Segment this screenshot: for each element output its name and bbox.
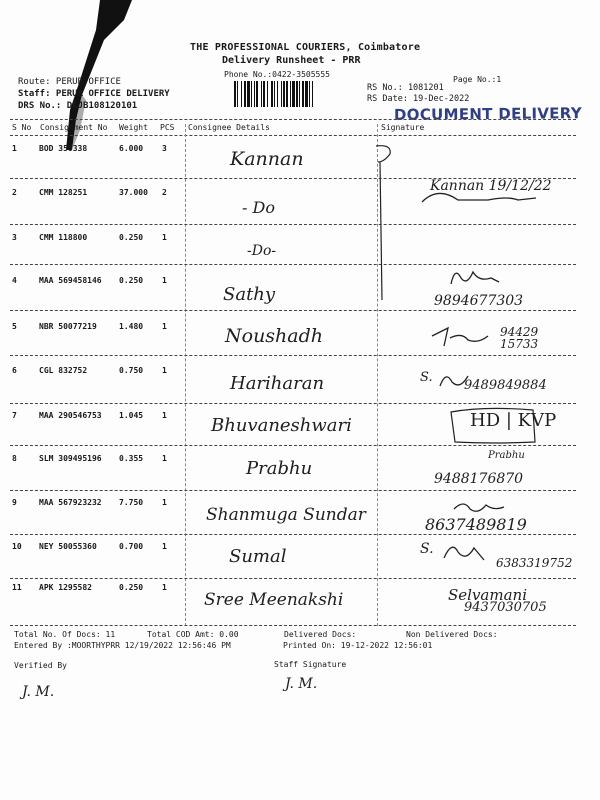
row-consignment: CMM 118800 [39,233,88,242]
row-weight: 0.750 [119,366,144,375]
non-delivered-docs: Non Delivered Docs: [406,630,498,639]
table-top-rule [10,119,576,120]
staff-label: Staff: PERUR OFFICE DELIVERY [18,89,170,99]
route-label: Route: PERUR OFFICE [18,77,121,87]
barcode-bar [247,81,250,107]
row-consignment: MAA 567923232 [39,498,102,507]
signature-text-row-7: HD | KVP [470,410,557,431]
row-sno: 9 [12,498,17,507]
barcode-bar [312,81,313,107]
col-header-consignment: Consignment No [40,123,108,132]
row-pcs: 1 [162,583,167,592]
verified-initials: J. M. [22,684,55,700]
row-pcs: 1 [162,411,167,420]
row-consignment: CMM 128251 [39,188,88,197]
row-sno: 3 [12,233,17,242]
row-weight: 7.750 [119,498,144,507]
row-consignee: Kannan [230,148,304,170]
printed-on: Printed On: 19-12-2022 12:56:01 [283,641,433,650]
barcode [233,81,359,107]
phone-row-8: 9488176870 [434,471,524,487]
row-pcs: 1 [162,322,167,331]
row-sno: 8 [12,454,17,463]
phone-row-5: 94429 15733 [500,325,539,351]
row-consignee: Bhuvaneshwari [211,415,352,436]
col-header-pcs: PCS [160,123,175,132]
row-sno: 5 [12,322,17,331]
entered-by: Entered By :MOORTHYPRR 12/19/2022 12:56:46 PM [14,641,231,650]
phone-row-9: 8637489819 [425,515,527,534]
row-consignment: SLM 309495196 [39,454,102,463]
barcode-bar [299,81,300,107]
row-pcs: 3 [162,144,167,153]
barcode-bar [271,81,273,107]
phone-row-11: 9437030705 [464,600,547,615]
barcode-bar [283,81,285,107]
barcode-bar [241,81,242,107]
row-consignment: APK 1295582 [39,583,92,592]
row-sno: 11 [12,583,22,592]
rs-date: RS Date: 19-Dec-2022 [367,94,470,104]
row-pcs: 1 [162,233,167,242]
col-header-sno: S No [12,123,32,132]
row-pcs: 1 [162,542,167,551]
barcode-bar [274,81,275,107]
barcode-bar [237,81,238,107]
signature-row-10 [440,538,500,566]
row-pcs: 1 [162,366,167,375]
page-number: Page No.:1 [453,75,502,84]
row-consignee: Shanmuga Sundar [206,505,366,525]
phone-row-10: 6383319752 [496,556,573,570]
row-weight: 37.000 [119,188,148,197]
delivered-docs: Delivered Docs: [284,630,357,639]
barcode-bar [251,81,252,107]
barcode-bar [263,81,265,107]
row-pcs: 1 [162,454,167,463]
row-consignment: NBR 50077219 [39,322,97,331]
barcode-bar [296,81,298,107]
signature-text-row-2: Kannan 19/12/22 [430,178,552,194]
phone-row-4: 9894677303 [434,293,524,309]
document-delivery-stamp: DOCUMENT DELIVERY [393,104,583,124]
row-sno: 7 [12,411,17,420]
barcode-bar [292,81,295,107]
barcode-bar [254,81,255,107]
col-header-weight: Weight [119,123,148,132]
signature-text-row-6: S. [420,370,433,385]
row-weight: 0.250 [119,233,144,242]
row-sno: 1 [12,144,17,153]
row-weight: 1.045 [119,411,144,420]
row-consignee: Noushadh [225,325,324,347]
phone-row-6: 9489849884 [464,378,547,393]
signature-row-4 [445,264,505,290]
row-sno: 6 [12,366,17,375]
barcode-bar [261,81,262,107]
verified-by-label: Verified By [14,661,67,670]
runsheet-subtitle: Delivery Runsheet - PRR [222,55,361,66]
barcode-bar [256,81,258,107]
row-weight: 0.700 [119,542,144,551]
row-pcs: 2 [162,188,167,197]
barcode-bar [234,81,236,107]
signature-text-row-8: Prabhu [488,450,525,461]
signature-row-9 [450,497,510,517]
row-sno: 10 [12,542,22,551]
col-header-consignee: Consignee Details [188,123,270,132]
row-sno: 4 [12,276,17,285]
row-weight: 0.250 [119,276,144,285]
phone-number: Phone No.:0422-3505555 [224,70,330,79]
staff-signature-label: Staff Signature [274,660,347,669]
row-weight: 6.000 [119,144,144,153]
row-consignee: Prabhu [246,458,313,479]
barcode-bar [309,81,310,107]
drs-number: DRS No.: DCJB108120101 [18,101,138,111]
barcode-bar [267,81,268,107]
row-weight: 1.480 [119,322,144,331]
table-bottom-rule [10,625,576,626]
row-weight: 0.250 [119,583,144,592]
rs-number: RS No.: 1081201 [367,83,444,93]
row-consignment: BOD 350338 [39,144,88,153]
row-consignment: NEY 50055360 [39,542,97,551]
total-cod: Total COD Amt: 0.00 [147,630,239,639]
barcode-bar [244,81,246,107]
signature-text-row-11: Selvamani [448,586,527,604]
table-row [0,126,600,170]
company-title: THE PROFESSIONAL COURIERS, Coimbatore [190,42,421,53]
row-consignee: Sumal [229,546,287,567]
barcode-bar [277,81,278,107]
row-sno: 2 [12,188,17,197]
table-row [0,215,600,259]
row-consignee: Sree Meenakshi [204,590,344,610]
staff-initials: J. M. [285,676,318,692]
row-pcs: 1 [162,276,167,285]
row-consignment: MAA 290546753 [39,411,102,420]
signature-row-5 [428,322,498,352]
row-consignee: Sathy [223,284,276,305]
barcode-bar [286,81,288,107]
row-pcs: 1 [162,498,167,507]
barcode-bar [305,81,308,107]
bracket-mark [370,140,400,300]
row-consignee: Hariharan [230,373,325,394]
barcode-bar [290,81,291,107]
row-consignment: MAA 569458146 [39,276,102,285]
signature-text-row-10: S. [420,541,434,557]
barcode-bar [281,81,282,107]
col-header-signature: Signature [381,123,425,132]
row-weight: 0.355 [119,454,144,463]
total-docs: Total No. Of Docs: 11 [14,630,116,639]
barcode-bar [302,81,304,107]
row-consignee: - Do [242,198,275,217]
row-consignee: -Do- [247,243,277,259]
row-consignment: CGL 832752 [39,366,88,375]
